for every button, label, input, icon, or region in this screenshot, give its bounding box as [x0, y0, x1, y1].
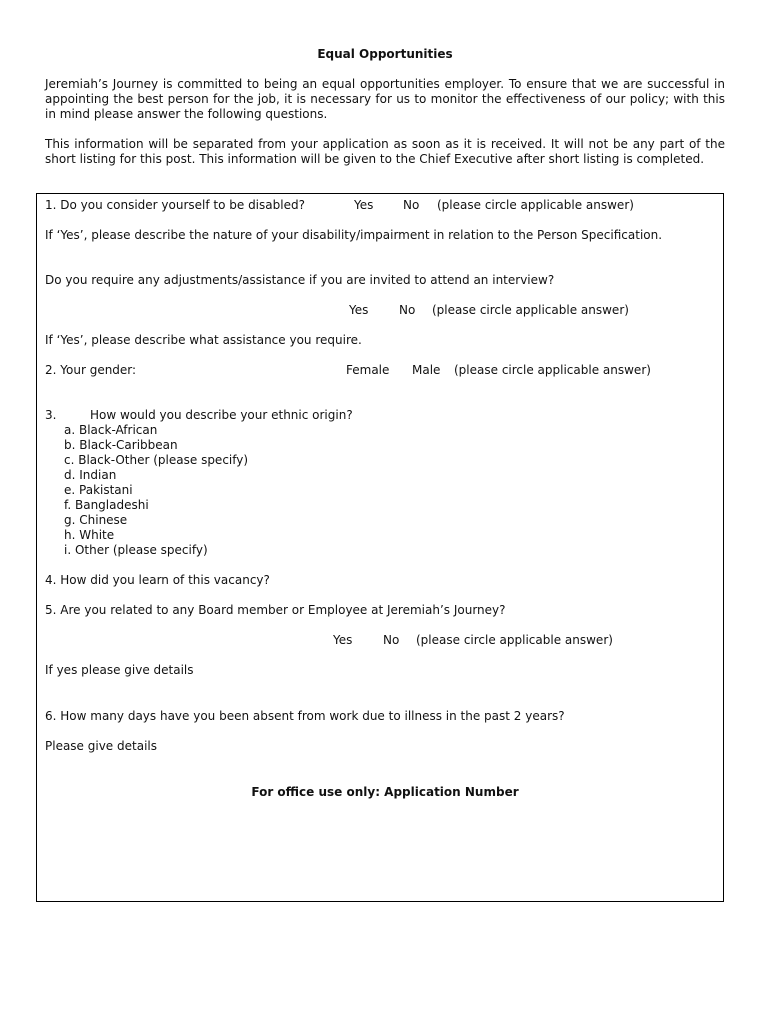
- ethnic-option[interactable]: e. Pakistani: [64, 483, 133, 497]
- office-use-label: For office use only: Application Number: [251, 785, 519, 799]
- ethnic-option[interactable]: i. Other (please specify): [64, 543, 208, 557]
- q1-question: 1. Do you consider yourself to be disabled?: [45, 198, 305, 212]
- intro-paragraph-2: This information will be separated from your application as soon as it is received. It will not be any part of the short listing for this post. This information will be given to the Chief Executive after short listing is completed.: [45, 137, 725, 166]
- intro-paragraph-1: Jeremiah’s Journey is committed to being an equal opportunities employer. To ensure that we are successful in appointing the best person for the job, it is necessary for us to monitor the effectiveness of our policy; with this in mind please answer the following questions.: [45, 77, 725, 121]
- q2-instruction: (please circle applicable answer): [454, 363, 651, 377]
- q6-details-prompt: Please give details: [45, 739, 157, 753]
- ethnic-option[interactable]: h. White: [64, 528, 115, 542]
- q1-yes-option[interactable]: Yes: [354, 198, 374, 212]
- q1-no-option[interactable]: No: [403, 198, 420, 212]
- q1-adjust-no-option[interactable]: No: [399, 303, 416, 317]
- q5-instruction: (please circle applicable answer): [416, 633, 613, 647]
- q1-describe-prompt: If ‘Yes’, please describe the nature of your disability/impairment in relation to the Person Specification.: [45, 228, 663, 242]
- q1-instruction: (please circle applicable answer): [437, 198, 634, 212]
- q5-details-prompt: If yes please give details: [45, 663, 194, 677]
- q1-assistance-prompt: If ‘Yes’, please describe what assistance you require.: [45, 333, 362, 347]
- q1-adjustments-question: Do you require any adjustments/assistance if you are invited to attend an interview?: [45, 273, 555, 287]
- q2-female-option[interactable]: Female: [346, 363, 390, 377]
- q1-adjust-instruction: (please circle applicable answer): [432, 303, 629, 317]
- page-title: Equal Opportunities: [317, 47, 453, 61]
- q3-number: 3.: [45, 408, 57, 422]
- q2-question: 2. Your gender:: [45, 363, 137, 377]
- q5-yes-option[interactable]: Yes: [333, 633, 353, 647]
- q1-adjust-yes-option[interactable]: Yes: [349, 303, 369, 317]
- ethnic-option[interactable]: f. Bangladeshi: [64, 498, 149, 512]
- ethnic-option[interactable]: c. Black-Other (please specify): [64, 453, 249, 467]
- ethnic-option[interactable]: a. Black-African: [64, 423, 158, 437]
- ethnic-option[interactable]: b. Black-Caribbean: [64, 438, 178, 452]
- ethnic-option[interactable]: d. Indian: [64, 468, 117, 482]
- q6-question: 6. How many days have you been absent from work due to illness in the past 2 years?: [45, 709, 565, 723]
- q5-question: 5. Are you related to any Board member or Employee at Jeremiah’s Journey?: [45, 603, 506, 617]
- q5-no-option[interactable]: No: [383, 633, 400, 647]
- q4-question: 4. How did you learn of this vacancy?: [45, 573, 270, 587]
- q2-male-option[interactable]: Male: [412, 363, 441, 377]
- ethnic-option[interactable]: g. Chinese: [64, 513, 128, 527]
- q3-question: How would you describe your ethnic origin?: [90, 408, 353, 422]
